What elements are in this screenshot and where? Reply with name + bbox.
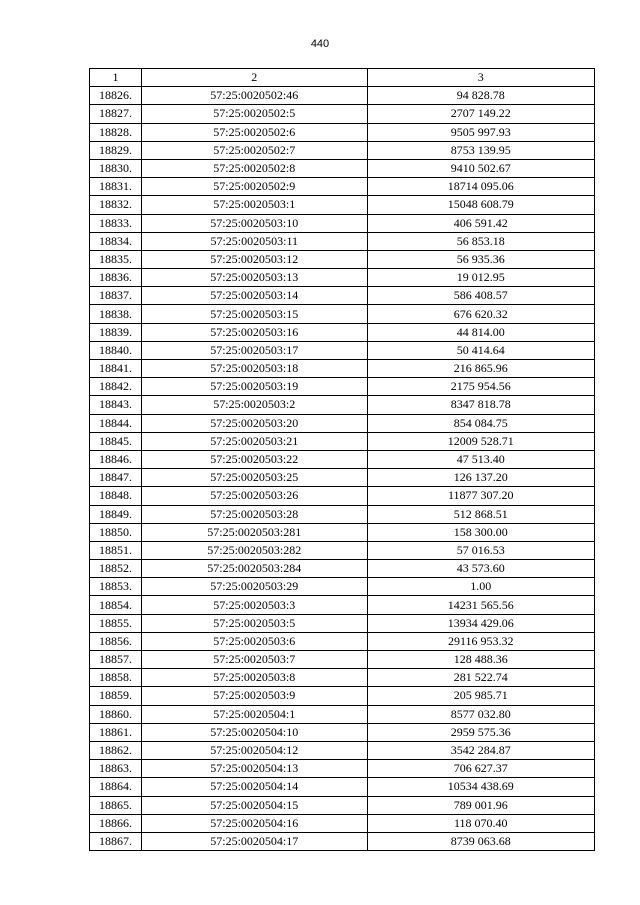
table-row [90,269,595,287]
row-number-cell: 18840. [90,341,142,359]
table-row [90,341,595,359]
table-row [90,541,595,559]
table-row [90,505,595,523]
cadastral-number-cell: 57:25:0020504:17 [141,832,367,850]
cadastral-number-cell: 57:25:0020503:3 [141,596,367,614]
value-cell: 94 828.78 [367,87,594,105]
cadastral-number-cell: 57:25:0020503:13 [141,269,367,287]
row-number-cell: 18850. [90,523,142,541]
cadastral-number-cell: 57:25:0020503:26 [141,487,367,505]
value-cell: 512 868.51 [367,505,594,523]
value-cell: 2959 575.36 [367,723,594,741]
table-row [90,232,595,250]
table-body [90,87,595,851]
value-cell: 118 070.40 [367,814,594,832]
cadastral-number-cell: 57:25:0020503:9 [141,687,367,705]
row-number-cell: 18865. [90,796,142,814]
table-row [90,814,595,832]
column-header-3: 3 [367,69,594,87]
table-header-row [90,69,595,87]
cadastral-number-cell: 57:25:0020504:15 [141,796,367,814]
table-row [90,287,595,305]
row-number-cell: 18830. [90,159,142,177]
row-number-cell: 18842. [90,378,142,396]
table-row [90,323,595,341]
cadastral-number-cell: 57:25:0020502:6 [141,123,367,141]
row-number-cell: 18845. [90,432,142,450]
cadastral-number-cell: 57:25:0020503:17 [141,341,367,359]
cadastral-number-cell: 57:25:0020503:15 [141,305,367,323]
value-cell: 47 513.40 [367,450,594,468]
value-cell: 1.00 [367,578,594,596]
cadastral-number-cell: 57:25:0020503:7 [141,651,367,669]
row-number-cell: 18849. [90,505,142,523]
value-cell: 43 573.60 [367,560,594,578]
row-number-cell: 18828. [90,123,142,141]
cadastral-number-cell: 57:25:0020503:282 [141,541,367,559]
cadastral-number-cell: 57:25:0020503:20 [141,414,367,432]
value-cell: 11877 307.20 [367,487,594,505]
cadastral-number-cell: 57:25:0020503:8 [141,669,367,687]
value-cell: 13934 429.06 [367,614,594,632]
value-cell: 8739 063.68 [367,832,594,850]
value-cell: 57 016.53 [367,541,594,559]
cadastral-number-cell: 57:25:0020503:281 [141,523,367,541]
table-row [90,632,595,650]
row-number-cell: 18854. [90,596,142,614]
table-row [90,651,595,669]
table-row [90,687,595,705]
cadastral-number-cell: 57:25:0020503:12 [141,250,367,268]
row-number-cell: 18867. [90,832,142,850]
value-cell: 854 084.75 [367,414,594,432]
table-row [90,578,595,596]
value-cell: 14231 565.56 [367,596,594,614]
column-header-2: 2 [141,69,367,87]
table-row [90,778,595,796]
table-row [90,305,595,323]
value-cell: 10534 438.69 [367,778,594,796]
value-cell: 56 853.18 [367,232,594,250]
row-number-cell: 18833. [90,214,142,232]
value-cell: 158 300.00 [367,523,594,541]
cadastral-number-cell: 57:25:0020504:16 [141,814,367,832]
cadastral-number-cell: 57:25:0020503:5 [141,614,367,632]
cadastral-number-cell: 57:25:0020503:284 [141,560,367,578]
value-cell: 8753 139.95 [367,141,594,159]
value-cell: 406 591.42 [367,214,594,232]
row-number-cell: 18859. [90,687,142,705]
cadastral-number-cell: 57:25:0020502:46 [141,87,367,105]
table-row [90,378,595,396]
table-row [90,523,595,541]
value-cell: 2175 954.56 [367,378,594,396]
table-row [90,159,595,177]
row-number-cell: 18834. [90,232,142,250]
table-row [90,450,595,468]
row-number-cell: 18860. [90,705,142,723]
cadastral-number-cell: 57:25:0020503:19 [141,378,367,396]
row-number-cell: 18858. [90,669,142,687]
row-number-cell: 18835. [90,250,142,268]
cadastral-number-cell: 57:25:0020503:18 [141,360,367,378]
row-number-cell: 18861. [90,723,142,741]
row-number-cell: 18855. [90,614,142,632]
cadastral-number-cell: 57:25:0020503:1 [141,196,367,214]
table-row [90,796,595,814]
cadastral-number-cell: 57:25:0020503:29 [141,578,367,596]
table-row [90,669,595,687]
row-number-cell: 18844. [90,414,142,432]
row-number-cell: 18862. [90,741,142,759]
row-number-cell: 18851. [90,541,142,559]
value-cell: 29116 953.32 [367,632,594,650]
row-number-cell: 18863. [90,760,142,778]
cadastral-number-cell: 57:25:0020502:8 [141,159,367,177]
table-row [90,396,595,414]
value-cell: 205 985.71 [367,687,594,705]
value-cell: 9505 997.93 [367,123,594,141]
table-row [90,469,595,487]
cadastral-number-cell: 57:25:0020503:6 [141,632,367,650]
value-cell: 12009 528.71 [367,432,594,450]
cadastral-number-cell: 57:25:0020504:1 [141,705,367,723]
table-row [90,87,595,105]
table-row [90,614,595,632]
column-header-1: 1 [90,69,142,87]
cadastral-number-cell: 57:25:0020502:5 [141,105,367,123]
cadastral-number-cell: 57:25:0020503:28 [141,505,367,523]
cadastral-number-cell: 57:25:0020503:16 [141,323,367,341]
table-row [90,741,595,759]
value-cell: 281 522.74 [367,669,594,687]
cadastral-number-cell: 57:25:0020503:21 [141,432,367,450]
table-row [90,250,595,268]
table-row [90,487,595,505]
cadastral-value-table [89,68,595,851]
value-cell: 18714 095.06 [367,178,594,196]
value-cell: 50 414.64 [367,341,594,359]
row-number-cell: 18864. [90,778,142,796]
value-cell: 8577 032.80 [367,705,594,723]
table-row [90,123,595,141]
cadastral-number-cell: 57:25:0020503:11 [141,232,367,250]
row-number-cell: 18848. [90,487,142,505]
value-cell: 15048 608.79 [367,196,594,214]
value-cell: 56 935.36 [367,250,594,268]
table-row [90,723,595,741]
table-row [90,432,595,450]
row-number-cell: 18838. [90,305,142,323]
value-cell: 706 627.37 [367,760,594,778]
row-number-cell: 18831. [90,178,142,196]
cadastral-number-cell: 57:25:0020503:25 [141,469,367,487]
table-row [90,196,595,214]
value-cell: 44 814.00 [367,323,594,341]
value-cell: 586 408.57 [367,287,594,305]
row-number-cell: 18829. [90,141,142,159]
row-number-cell: 18857. [90,651,142,669]
table-row [90,178,595,196]
row-number-cell: 18846. [90,450,142,468]
row-number-cell: 18847. [90,469,142,487]
cadastral-number-cell: 57:25:0020504:12 [141,741,367,759]
value-cell: 126 137.20 [367,469,594,487]
table-row [90,705,595,723]
cadastral-number-cell: 57:25:0020503:2 [141,396,367,414]
row-number-cell: 18832. [90,196,142,214]
row-number-cell: 18826. [90,87,142,105]
cadastral-number-cell: 57:25:0020503:22 [141,450,367,468]
table-row [90,560,595,578]
value-cell: 8347 818.78 [367,396,594,414]
value-cell: 3542 284.87 [367,741,594,759]
row-number-cell: 18839. [90,323,142,341]
table-row [90,414,595,432]
row-number-cell: 18852. [90,560,142,578]
cadastral-number-cell: 57:25:0020504:10 [141,723,367,741]
page-number: 440 [310,38,330,50]
value-cell: 19 012.95 [367,269,594,287]
value-cell: 2707 149.22 [367,105,594,123]
row-number-cell: 18841. [90,360,142,378]
value-cell: 789 001.96 [367,796,594,814]
cadastral-number-cell: 57:25:0020503:10 [141,214,367,232]
table-row [90,141,595,159]
cadastral-number-cell: 57:25:0020503:14 [141,287,367,305]
cadastral-number-cell: 57:25:0020504:14 [141,778,367,796]
row-number-cell: 18837. [90,287,142,305]
row-number-cell: 18853. [90,578,142,596]
row-number-cell: 18836. [90,269,142,287]
row-number-cell: 18843. [90,396,142,414]
table-row [90,360,595,378]
cadastral-number-cell: 57:25:0020504:13 [141,760,367,778]
row-number-cell: 18827. [90,105,142,123]
row-number-cell: 18856. [90,632,142,650]
value-cell: 216 865.96 [367,360,594,378]
table-row [90,596,595,614]
table-row [90,760,595,778]
table-row [90,832,595,850]
value-cell: 676 620.32 [367,305,594,323]
cadastral-number-cell: 57:25:0020502:9 [141,178,367,196]
value-cell: 128 488.36 [367,651,594,669]
table-row [90,214,595,232]
table-row [90,105,595,123]
value-cell: 9410 502.67 [367,159,594,177]
cadastral-number-cell: 57:25:0020502:7 [141,141,367,159]
row-number-cell: 18866. [90,814,142,832]
